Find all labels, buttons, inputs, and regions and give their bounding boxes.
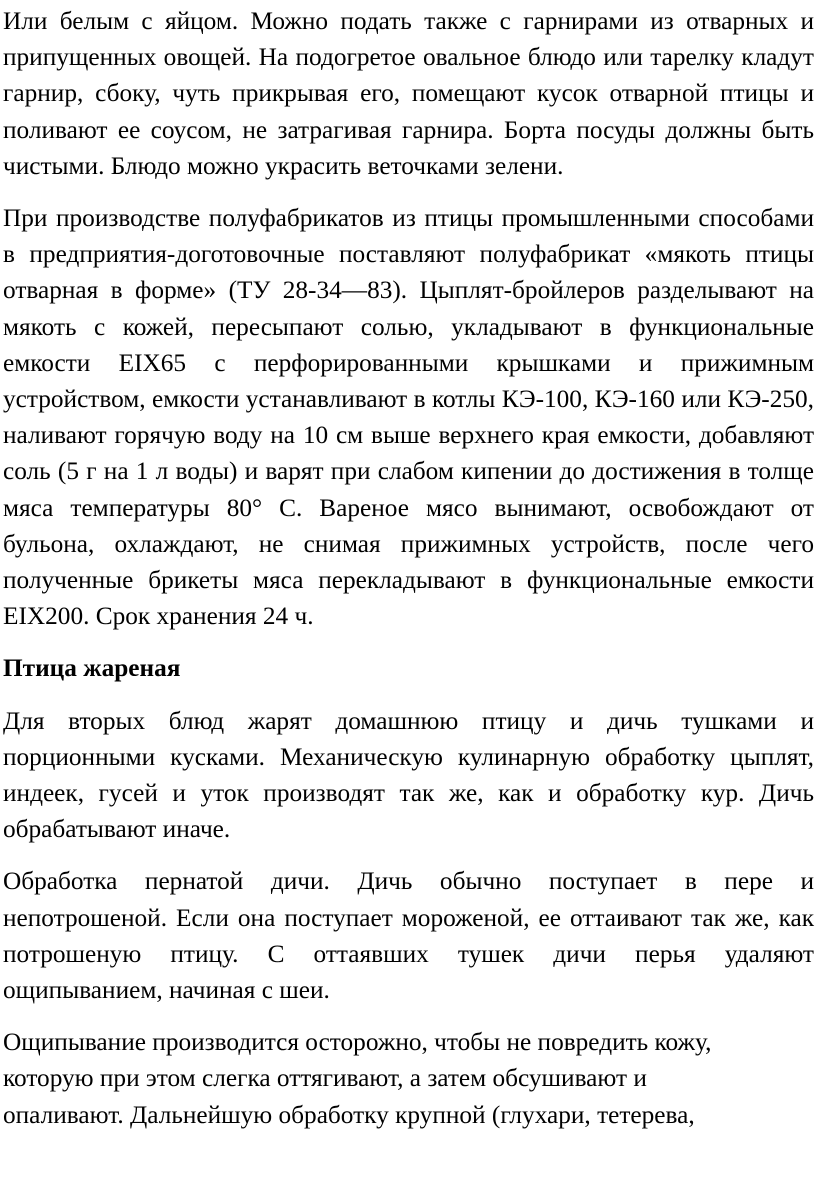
paragraph-plucking-line-1: Ощипывание производится осторожно, чтобы не повредить кожу, [3,1028,712,1057]
paragraph-industrial-production: При производстве полуфабрикатов из птицы промышленными способами в предприятия-доготовочные поставляют полуфабрикат «мякоть птицы отварная в форме» (ТУ 28-34—83). Цыплят-бройлеров разделывают на мякоть с кожей, пересыпают солью, укладывают в функциональные емкости EIX65 с перфорированными крышками и прижимным устройством, емкости устанавливают в котлы КЭ-100, КЭ-160 или КЭ-250, наливают горячую воду на 10 см выше верхнего края емкости, добавляют соль (5 г на 1 л воды) и варят при слабом кипении до достижения в толще мяса температуры 80° С. Вареное мясо вынимают, освобождают от бульона, охлаждают, не снимая прижимных устройств, после чего полученные брикеты мяса перекладывают в функциональные емкости EIX200. Срок хранения 24 ч. [3,204,814,631]
paragraph-serving: Или белым с яйцом. Можно подать также с гарнирами из отварных и припущенных овощей. На подогретое овальное блюдо или тарелку кладут гарнир, сбоку, чуть прикрывая его, помещают кусок отварной птицы и поливают ее соусом, не затрагивая гарнира. Борта посуды должны быть чистыми. Блюдо можно украсить веточками зелени. [3,7,814,180]
paragraph-plucking-line-2: которую при этом слегка оттягивают, а затем обсушивают и [3,1064,647,1093]
paragraph-plucking [3,1024,814,1133]
paragraph-game-processing: Обработка пернатой дичи. Дичь обычно поступает в пере и непотрошеной. Если она поступает мороженой, ее оттаивают так же, как потрошеную птицу. С оттаявших тушек дичи перья удаляют ощипыванием, начиная с шеи. [3,867,814,1005]
paragraph-plucking-line-3: опаливают. Дальнейшую обработку крупной (глухари, тетерева, [3,1100,695,1129]
paragraph-fried-poultry-intro: Для вторых блюд жарят домашнюю птицу и дичь тушками и порционными кусками. Механическую кулинарную обработку цыплят, индеек, гусей и уток производят так же, как и обработку кур. Дичь обрабатывают иначе. [3,706,814,844]
section-heading: Птица жареная [3,654,181,683]
